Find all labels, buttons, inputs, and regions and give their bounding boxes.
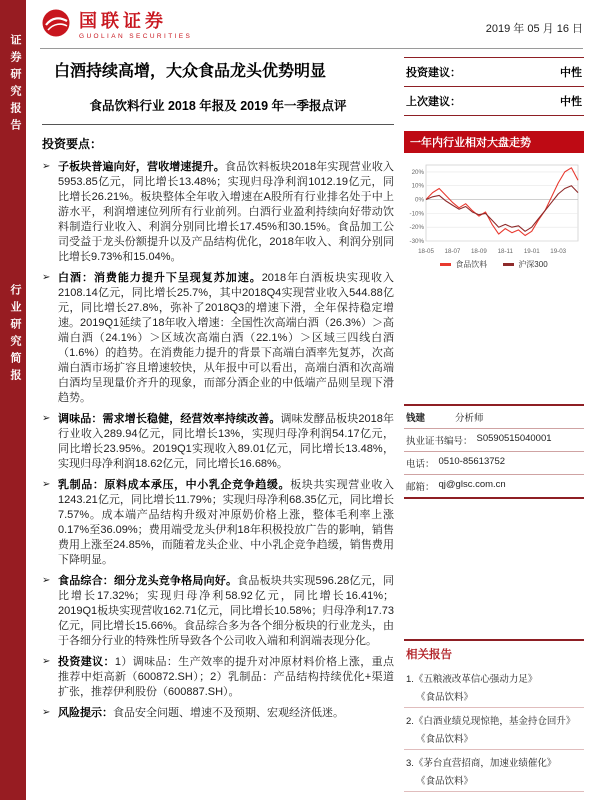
header-divider — [40, 48, 583, 49]
related-report-item — [404, 708, 584, 750]
strip-label-report-kind: 行业研究简报 — [9, 284, 21, 386]
bullet-text — [58, 478, 394, 568]
email-label: 邮箱： — [406, 482, 435, 493]
trend-chart-block — [404, 131, 584, 270]
bullet-risk — [42, 706, 394, 721]
bullet-arrow-icon: ➢ — [42, 272, 51, 283]
svg-text:18-11: 18-11 — [497, 248, 513, 255]
legend-item-csi300 — [503, 259, 547, 270]
svg-text:-10%: -10% — [409, 210, 424, 218]
bullet-body: 食品饮料板块2018年实现营业收入5953.85亿元，同比增长13.48%；实现归母净利润1012.19亿元，同比增长26.21%。板块整体全年收入增速在A股所有行业排名处于中上游水平，利润增速位列所有行业前列。白酒行业盈利持续向好带动饮料制造行业收入、利润分别同比增长17.45%和30.15%。食品加工公司受益于龙头份额提升以及产品结构优化，2018年收入、利润分别同比增长9.73%和15.04%。 — [58, 161, 394, 263]
key-points-heading: 投资要点： — [42, 137, 103, 151]
page-title: 白酒持续高增，大众食品龙头优势明显 — [54, 63, 327, 80]
related-reports — [404, 639, 584, 792]
bullet-lead: 乳制品：原料成本承压，中小乳企竞争趋缓。 — [58, 479, 291, 491]
bullet-lead: 食品综合：细分龙头竞争格局向好。 — [58, 575, 238, 587]
svg-text:19-01: 19-01 — [523, 248, 540, 255]
legend-item-food — [440, 259, 487, 270]
bullet-text — [58, 655, 394, 700]
bullet-text — [58, 574, 394, 649]
bullet-body: 食品安全问题、增速不及预期、宏观经济低迷。 — [113, 707, 344, 719]
svg-text:18-09: 18-09 — [470, 248, 487, 255]
legend-swatch-0 — [440, 263, 451, 266]
bullet-text — [58, 412, 394, 472]
related-reports-heading: 相关报告 — [404, 639, 584, 666]
legend-label: 沪深300 — [518, 260, 548, 269]
brand-name-en: GUOLIAN SECURITIES — [79, 33, 193, 40]
analyst-name-row — [404, 406, 584, 429]
legend-swatch-1 — [503, 263, 514, 266]
related-report-item — [404, 666, 584, 708]
related-report-item — [404, 750, 584, 792]
bullet-food-misc — [42, 574, 394, 649]
bullet-body: 1）调味品：生产效率的提升对冲原材料价格上涨，重点推荐中炬高新（600872.SH）；2）乳制品：产品结构持续优化+渠道扩张，推荐伊利股份（600887.SH）。 — [58, 656, 394, 698]
analyst-cert-row — [404, 429, 584, 452]
related-report-source: 《食品饮料》 — [416, 776, 474, 787]
left-red-strip — [0, 0, 26, 800]
phone-value: 0510-85613752 — [438, 456, 506, 467]
phone-label: 电话： — [406, 459, 435, 470]
bullet-arrow-icon: ➢ — [42, 413, 51, 424]
report-date: 2019 年 05 月 16 日 — [485, 23, 583, 35]
trend-chart — [404, 159, 582, 257]
bullet-text — [58, 271, 394, 406]
rating-box — [404, 57, 584, 116]
bullet-arrow-icon: ➢ — [42, 575, 51, 586]
bullet-arrow-icon: ➢ — [42, 656, 51, 667]
rating-row-previous — [404, 87, 584, 116]
svg-text:-30%: -30% — [409, 238, 424, 245]
svg-text:18-07: 18-07 — [444, 248, 461, 255]
analyst-card — [404, 404, 584, 499]
related-report-title: 2.《白酒业绩兑现惊艳，基金持仓回升》 — [406, 716, 576, 727]
rating-value: 中性 — [560, 67, 582, 79]
svg-text:19-03: 19-03 — [550, 248, 567, 255]
analyst-email-row — [404, 475, 584, 499]
page-subtitle: 食品饮料行业 2018 年报及 2019 年一季报点评 — [89, 99, 347, 113]
chart-title: 一年内行业相对大盘走势 — [404, 131, 584, 153]
legend-label: 食品饮料 — [455, 260, 488, 269]
bullet-condiments — [42, 412, 394, 472]
email-value: qj@glsc.com.cn — [438, 479, 506, 490]
bullet-arrow-icon: ➢ — [42, 707, 51, 718]
rating-label: 投资建议： — [406, 67, 461, 79]
related-report-source: 《食品饮料》 — [416, 692, 474, 703]
cert-label: 执业证书编号： — [406, 436, 473, 447]
bullet-body: 食品板块共实现596.28亿元，同比增长17.32%；实现归母净利58.92亿元，同比增长16.41%；2019Q1板块实现营收162.71亿元，同比增长10.58%；归母净利17.73亿元，同比增长15.66%。食品综合多为各个细分板块的行业龙头，由于各细分行业的特殊性所导致各个公司收入端和利润端表现分化。 — [58, 575, 394, 647]
bullet-text — [58, 160, 394, 265]
bullet-arrow-icon: ➢ — [42, 479, 51, 490]
report-header — [40, 7, 585, 47]
cert-value: S0590515040001 — [476, 433, 552, 444]
bullet-body: 2018年白酒板块实现收入2108.14亿元，同比增长25.7%，其中2018Q4实现营业收入544.88亿元，同比增长27.8%，弥补了2018Q3的增速下滑，全年保持稳定增速。2019Q1延续了18年收入增速：全国性次高端白酒（26.3%）＞高端白酒（24.1%）＞区域次高端白酒（22.1%）＞区域三四线白酒（1.6%）的趋势。在消费能力提升的背景下高端白酒率先复苏，次高端白酒市场扩容且增速较快，从年报中可以看出，高端白酒和次高端白酒均呈现量价齐升的现象，而部分酒企业的中低端产品则呈现下滑趋势。 — [58, 272, 394, 404]
bullet-lead: 白酒：消费能力提升下呈现复苏加速。 — [58, 272, 262, 284]
svg-text:18-05: 18-05 — [418, 248, 434, 255]
related-report-title: 1.《五粮液改革信心强动力足》 — [406, 674, 538, 685]
strip-label-report-type: 证券研究报告 — [9, 34, 21, 136]
bullet-lead: 子板块普遍向好，营收增速提升。 — [58, 161, 225, 173]
chart-legend — [404, 259, 584, 270]
main-column — [42, 52, 394, 727]
bullet-dairy — [42, 478, 394, 568]
bullet-lead: 投资建议： — [58, 656, 115, 668]
rating-row-current — [404, 58, 584, 87]
guolian-logo-icon — [40, 7, 72, 44]
right-panel — [404, 57, 584, 792]
related-report-title: 3.《茅台直营招商，加速业绩催化》 — [406, 758, 557, 769]
bullet-lead: 调味品：需求增长稳健，经营效率持续改善。 — [58, 413, 281, 425]
bullet-text — [58, 706, 344, 721]
rating-label: 上次建议： — [406, 96, 461, 108]
svg-text:20%: 20% — [411, 168, 424, 176]
bullet-body: 板块共实现营业收入1243.21亿元，同比增长11.79%；实现归母净利68.35亿元，同比增长7.57%。成本端产品结构升级对冲原奶价格上涨，整体毛利率上涨0.17%至36.09%；费用端受龙头伊利18年积极投放广告的影响，销售费用上涨至24.85%，而随着龙头企业、中小乳企竞争趋缓，销售费用下降明显。 — [58, 479, 395, 566]
bullet-body: 调味发酵品板块2018年行业收入289.94亿元，同比增长13%，实现归母净利润54.17亿元，同比增长23.95%。2019Q1实现收入89.01亿元，同比增长13.48%，实现归母净利润18.62亿元，同比增长16.68%。 — [58, 413, 394, 470]
subtitle-divider — [42, 124, 394, 125]
brand-name — [79, 11, 192, 40]
analyst-name: 钱建 — [406, 413, 426, 424]
svg-text:10%: 10% — [411, 182, 424, 190]
brand-name-cn: 国联证券 — [79, 11, 167, 31]
bullet-baijiu — [42, 271, 394, 406]
related-report-source: 《食品饮料》 — [416, 734, 474, 745]
bullet-subsectors — [42, 160, 394, 265]
analyst-phone-row — [404, 452, 584, 475]
svg-text:-20%: -20% — [409, 224, 424, 232]
bullet-lead: 风险提示： — [58, 707, 113, 719]
bullet-arrow-icon: ➢ — [42, 161, 51, 172]
rating-value: 中性 — [560, 96, 582, 108]
bullet-advice — [42, 655, 394, 700]
analyst-role: 分析师 — [455, 413, 484, 424]
svg-text:0%: 0% — [415, 196, 424, 204]
